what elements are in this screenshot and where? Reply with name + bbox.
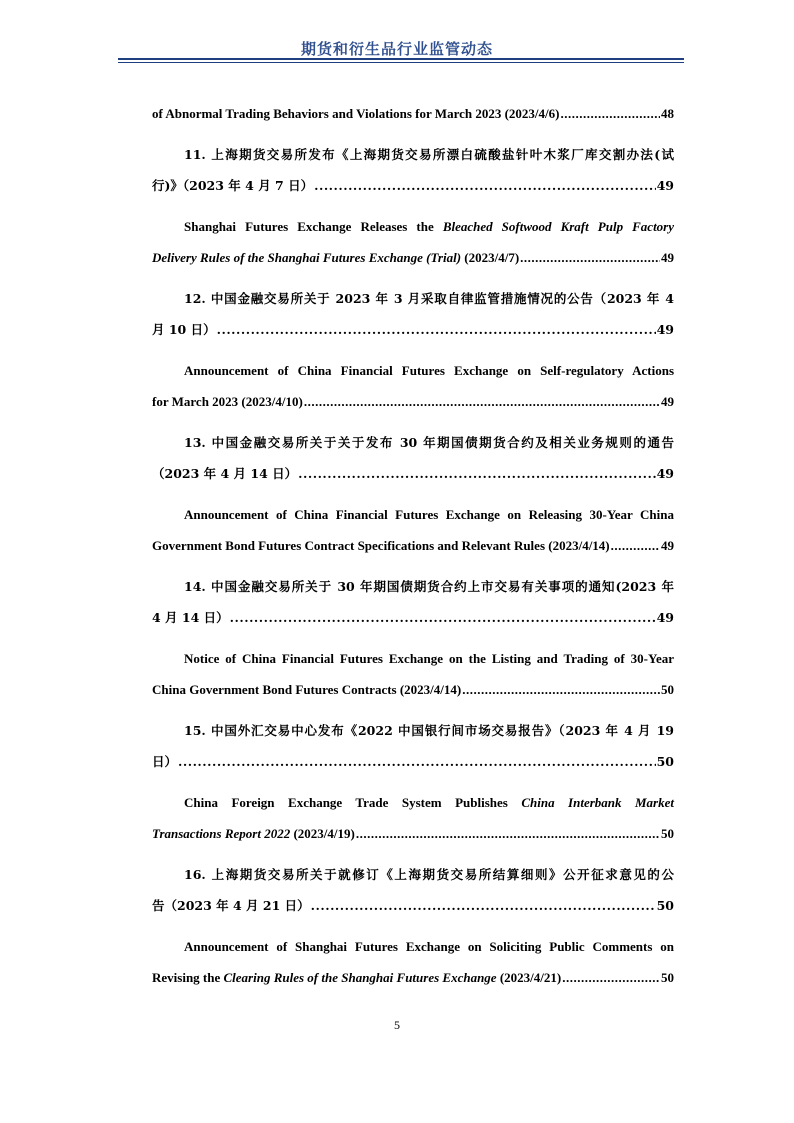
toc-entry-title <box>152 211 674 242</box>
toc-leader-dots <box>562 962 660 993</box>
toc-entry-text: 日） <box>152 754 178 769</box>
toc-page-number: 50 <box>656 898 674 913</box>
toc-entry-date: (2023/4/19) <box>290 826 355 841</box>
toc-entry[interactable] <box>152 427 674 489</box>
toc-page-number: 48 <box>661 106 674 121</box>
toc-entry-italic: China Interbank Market <box>521 795 674 810</box>
toc-entry-text: Shanghai Futures Exchange Releases the <box>184 219 443 234</box>
toc-page-number: 50 <box>661 970 674 985</box>
toc-leader-dots <box>314 170 655 201</box>
toc-entry-title: 11. 上海期货交易所发布《上海期货交易所漂白硫酸盐针叶木浆厂库交割办法(试 <box>184 147 674 162</box>
toc-entry-text: （2023 年 4 月 14 日） <box>152 466 298 481</box>
toc-entry-text <box>152 962 561 993</box>
toc-entry-italic: Clearing Rules of the Shanghai Futures Exchange <box>223 970 497 985</box>
toc-entry-title: 15. 中国外汇交易中心发布《2022 中国银行间市场交易报告》（2023 年 4 月 19 <box>184 723 674 738</box>
toc-page-number: 49 <box>661 250 674 265</box>
header-rule-thick <box>118 58 684 60</box>
toc-entry-italic: Transactions Report 2022 <box>152 826 291 841</box>
header-title: 期货和衍生品行业监管动态 <box>300 40 493 58</box>
toc-entry-text: for March 2023 (2023/4/10) <box>152 394 303 409</box>
toc-leader-dots <box>520 242 660 273</box>
toc-entry-text-plain: Revising the <box>152 970 224 985</box>
toc-entry[interactable] <box>152 931 674 993</box>
table-of-contents <box>152 98 674 993</box>
toc-leader-dots <box>611 530 660 561</box>
toc-entry-text: 行)》（2023 年 4 月 7 日） <box>152 178 314 193</box>
toc-page-number: 49 <box>661 538 674 553</box>
toc-entry[interactable] <box>152 139 674 201</box>
toc-page-number: 49 <box>656 322 674 337</box>
toc-entry[interactable] <box>152 98 674 129</box>
toc-entry-italic: Delivery Rules of the Shanghai Futures Exchange (Trial) <box>152 250 462 265</box>
toc-entry[interactable] <box>152 787 674 849</box>
toc-leader-dots <box>230 602 656 633</box>
toc-entry-title: 16. 上海期货交易所关于就修订《上海期货交易所结算细则》公开征求意见的公 <box>184 867 674 882</box>
toc-entry-title: Announcement of China Financial Futures Exchange on Self-regulatory Actions <box>184 363 674 378</box>
toc-entry[interactable] <box>152 859 674 921</box>
toc-page-number: 50 <box>656 754 674 769</box>
toc-entry[interactable] <box>152 355 674 417</box>
toc-entry-title: 14. 中国金融交易所关于 30 年期国债期货合约上市交易有关事项的通知(2023 年 <box>184 579 674 594</box>
toc-entry-italic: Bleached Softwood Kraft Pulp Factory <box>442 219 675 234</box>
toc-entry-title: Announcement of Shanghai Futures Exchange on Soliciting Public Comments on <box>184 939 674 954</box>
toc-page-number: 49 <box>656 610 674 625</box>
toc-leader-dots <box>178 746 656 777</box>
toc-entry-title: 12. 中国金融交易所关于 2023 年 3 月采取自律监管措施情况的公告（2023 年 4 <box>184 291 674 306</box>
toc-leader-dots <box>217 314 656 345</box>
toc-page-number: 49 <box>656 466 674 481</box>
toc-page-number: 50 <box>661 682 674 697</box>
toc-page-number: 49 <box>656 178 674 193</box>
toc-entry-date: (2023/4/7) <box>461 250 520 265</box>
toc-entry-text: 4 月 14 日） <box>152 610 229 625</box>
toc-leader-dots <box>298 458 655 489</box>
toc-entry-date: (2023/4/21) <box>496 970 562 985</box>
toc-entry-text: of Abnormal Trading Behaviors and Violations for March 2023 (2023/4/6) <box>152 106 560 121</box>
toc-entry-title: Notice of China Financial Futures Exchange on the Listing and Trading of 30-Year <box>184 651 674 666</box>
toc-entry[interactable] <box>152 211 674 273</box>
toc-entry-text: China Government Bond Futures Contracts (2023/4/14) <box>152 682 462 697</box>
toc-entry[interactable] <box>152 571 674 633</box>
header-rule-thin <box>118 62 684 63</box>
toc-entry-text: China Foreign Exchange Trade System Publishes <box>184 795 522 810</box>
toc-entry[interactable] <box>152 643 674 705</box>
toc-leader-dots <box>356 818 660 849</box>
page-number: 5 <box>394 1018 400 1032</box>
toc-entry-title <box>152 787 674 818</box>
toc-page-number: 50 <box>661 826 674 841</box>
toc-entry-text: Government Bond Futures Contract Specifications and Relevant Rules (2023/4/14) <box>152 538 610 553</box>
toc-leader-dots <box>311 890 656 921</box>
toc-page-number: 49 <box>661 394 674 409</box>
toc-entry-text: 告（2023 年 4 月 21 日） <box>152 898 310 913</box>
toc-leader-dots <box>462 674 660 705</box>
toc-entry-title: 13. 中国金融交易所关于关于发布 30 年期国债期货合约及相关业务规则的通告 <box>184 435 674 450</box>
toc-entry[interactable] <box>152 283 674 345</box>
toc-entry-text <box>152 818 355 849</box>
toc-leader-dots <box>560 98 660 129</box>
toc-entry[interactable] <box>152 499 674 561</box>
toc-entry-text: 月 10 日） <box>152 322 216 337</box>
toc-entry-title: Announcement of China Financial Futures Exchange on Releasing 30-Year China <box>184 507 674 522</box>
toc-leader-dots <box>304 386 660 417</box>
toc-entry-text <box>152 242 519 273</box>
toc-entry[interactable] <box>152 715 674 777</box>
